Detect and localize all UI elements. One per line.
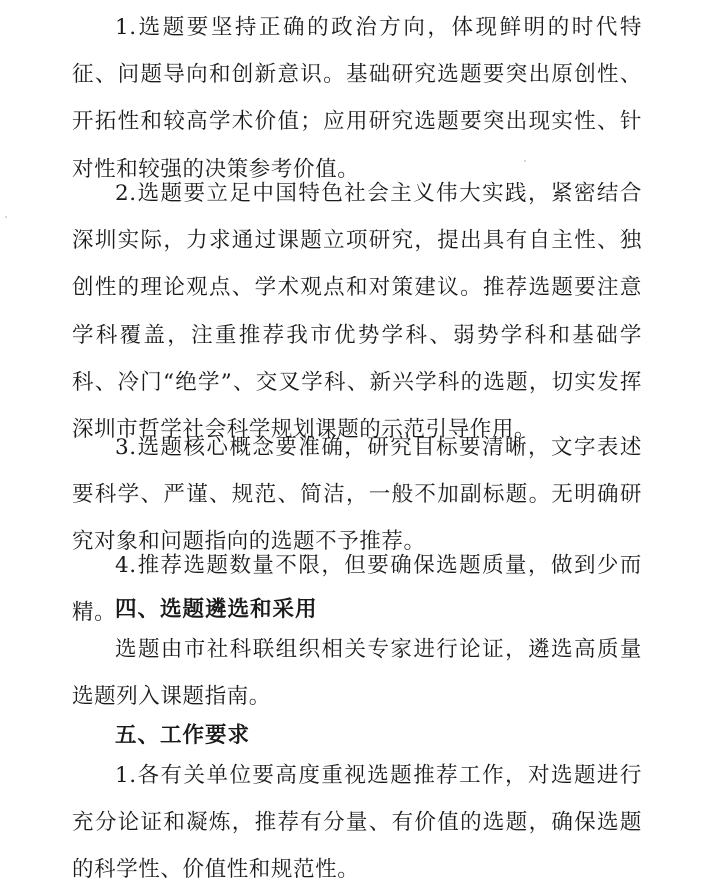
paragraph-item-1: 1.选题要坚持正确的政治方向，体现鲜明的时代特征、问题导向和创新意识。基础研究选题要突出原创性、开拓性和较高学术价值；应用研究选题要突出现实性、针对性和较强的决策参考价值。 (72, 15, 642, 182)
scan-speck (524, 160, 526, 162)
paragraph-item-2: 2.选题要立足中国特色社会主义伟大实践，紧密结合深圳实际，力求通过课题立项研究，提出具有自主性、独创性的理论观点、学术观点和对策建议。推荐选题要注意学科覆盖，注重推荐我市优势学科、弱势学科和基础学科、冷门“绝学”、交叉学科、新兴学科的选题，切实发挥深圳市哲学社会科学规划课题的示范引导作用。 (72, 181, 642, 443)
paragraph-item-3: 3.选题核心概念要准确，研究目标要清晰，文字表述要科学、严谨、规范、简洁，一般不加副标题。无明确研究对象和问题指向的选题不予推荐。 (72, 435, 642, 555)
scan-speck (5, 216, 7, 218)
paragraph-item-4: 4.推荐选题数量不限，但要确保选题质量，做到少而精。 (72, 553, 642, 626)
section-paragraph-4: 选题由市社科联组织相关专家进行论证，遴选高质量选题列入课题指南。 (72, 637, 642, 710)
section-heading-5: 五、工作要求 (115, 723, 251, 748)
section-paragraph-5: 1.各有关单位要高度重视选题推荐工作，对选题进行充分论证和凝炼，推荐有分量、有价值的选题，确保选题的科学性、价值性和规范性。 (72, 763, 642, 883)
section-heading-4: 四、选题遴选和采用 (115, 597, 318, 622)
